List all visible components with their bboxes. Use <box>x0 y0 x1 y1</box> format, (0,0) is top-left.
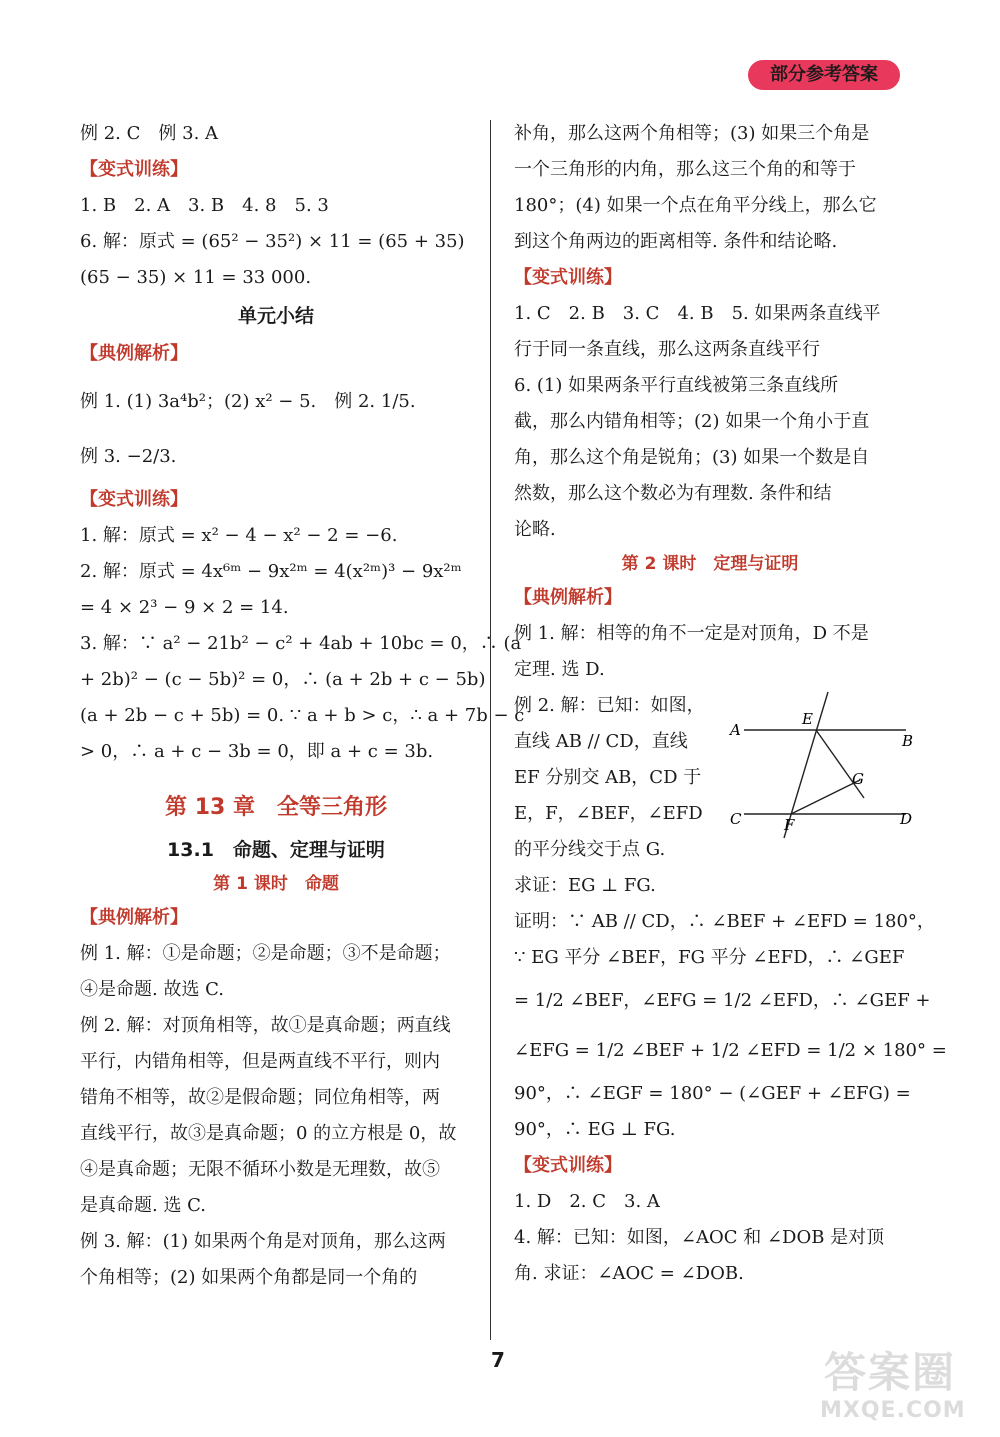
text-line: (65 − 35) × 11 = 33 000. <box>80 267 312 288</box>
text-line: 例 2. C 例 3. A <box>80 123 219 144</box>
text-line: 3. 解：∵ a² − 21b² − c² + 4ab + 10bc = 0，∴ (a <box>80 633 522 654</box>
text-line: 180°；(4) 如果一个点在角平分线上，那么它 <box>514 195 877 216</box>
figure-side-text <box>514 688 714 868</box>
text-line: 例 2. 解：对顶角相等，故①是真命题；两直线 <box>80 1015 451 1036</box>
text-line: 1. C 2. B 3. C 4. B 5. 如果两条直线平 <box>514 303 881 324</box>
text-line: > 0，∴ a + c − 3b = 0，即 a + c = 3b. <box>80 741 434 762</box>
label-d: D <box>900 810 913 828</box>
text-line: 例 1. 解：①是命题；②是命题；③不是命题； <box>80 943 451 964</box>
text-line: 例 2. 解：已知：如图， <box>514 695 705 716</box>
text-line: 到这个角两边的距离相等. 条件和结论略. <box>514 231 838 252</box>
text-line: 直线 AB // CD，直线 <box>514 731 688 752</box>
text-line: 90°，∴ ∠EGF = 180° − (∠GEF + ∠EFG) = <box>514 1083 911 1104</box>
text-line: ∠EFG = 1/2 ∠BEF + 1/2 ∠EFD = 1/2 × 180° = <box>514 1040 947 1061</box>
text-line: ④是真命题；无限不循环小数是无理数，故⑤ <box>80 1159 440 1180</box>
text-line: E，F，∠BEF，∠EFD <box>514 803 703 824</box>
text-line: 求证：EG ⊥ FG. <box>514 875 656 896</box>
chapter-heading: 第 13 章 全等三角形 <box>165 795 387 820</box>
label-g: G <box>852 770 864 788</box>
section-tag: 【变式训练】 <box>514 1155 622 1176</box>
lesson-heading: 第 1 课时 命题 <box>213 874 339 894</box>
text-line: 角，那么这个角是锐角；(3) 如果一个数是自 <box>514 447 870 468</box>
section-tag: 【典例解析】 <box>80 907 188 928</box>
watermark-text: 答案圈 <box>824 1348 957 1397</box>
section-tag: 【变式训练】 <box>80 489 188 510</box>
text-line: 然数，那么这个数必为有理数. 条件和结 <box>514 483 832 504</box>
label-c: C <box>730 810 742 828</box>
text-line: 6. (1) 如果两条平行直线被第三条直线所 <box>514 375 839 396</box>
text-line: EF 分别交 AB，CD 于 <box>514 767 702 788</box>
text-line: 定理. 选 D. <box>514 659 605 680</box>
watermark-url: MXQE.COM <box>820 1398 966 1423</box>
label-e: E <box>802 710 813 728</box>
text-line: 4. 解：已知：如图，∠AOC 和 ∠DOB 是对顶 <box>514 1227 885 1248</box>
text-line: 6. 解：原式 = (65² − 35²) × 11 = (65 + 35) <box>80 231 465 252</box>
right-column <box>514 116 947 1292</box>
text-line: 一个三角形的内角，那么这三个角的和等于 <box>514 159 856 180</box>
text-line: 例 3. −2/3. <box>80 446 177 467</box>
section-tag: 【变式训练】 <box>514 267 622 288</box>
text-line: 1. B 2. A 3. B 4. 8 5. 3 <box>80 195 329 216</box>
geometry-figure <box>726 688 916 858</box>
column-divider <box>490 120 491 1340</box>
text-line: + 2b)² − (c − 5b)² = 0，∴ (a + 2b + c − 5b) <box>80 669 486 690</box>
bisector-fg <box>791 780 860 814</box>
text-line: 的平分线交于点 G. <box>514 839 666 860</box>
text-line: 例 3. 解：(1) 如果两个角是对顶角，那么这两 <box>80 1231 446 1252</box>
lesson-heading: 第 2 课时 定理与证明 <box>621 554 799 574</box>
text-line: 例 1. (1) 3a⁴b²；(2) x² − 5. 例 2. 1/5. <box>80 391 416 412</box>
text-line: 平行，内错角相等，但是两直线不平行，则内 <box>80 1051 440 1072</box>
left-column <box>80 116 525 1296</box>
text-line: 个角相等；(2) 如果两个角都是同一个角的 <box>80 1267 418 1288</box>
label-a: A <box>730 721 741 739</box>
section-heading: 13.1 命题、定理与证明 <box>167 839 385 861</box>
text-line: 证明：∵ AB // CD，∴ ∠BEF + ∠EFD = 180°， <box>514 911 935 932</box>
text-line: 角. 求证：∠AOC = ∠DOB. <box>514 1263 744 1284</box>
text-line: 截，那么内错角相等；(2) 如果一个角小于直 <box>514 411 870 432</box>
text-line: 1. 解：原式 = x² − 4 − x² − 2 = −6. <box>80 525 398 546</box>
text-line: 90°，∴ EG ⊥ FG. <box>514 1119 676 1140</box>
text-line: 行于同一条直线，那么这两条直线平行 <box>514 339 820 360</box>
section-badge: 部分参考答案 <box>748 60 900 90</box>
page-number: 7 <box>491 1348 505 1372</box>
text-line: 1. D 2. C 3. A <box>514 1191 660 1212</box>
text-line: 错角不相等，故②是假命题；同位角相等，两 <box>80 1087 440 1108</box>
text-line: 是真命题. 选 C. <box>80 1195 207 1216</box>
section-tag: 【典例解析】 <box>514 587 622 608</box>
text-line: = 1/2 ∠BEF，∠EFG = 1/2 ∠EFD，∴ ∠GEF + <box>514 990 931 1011</box>
text-line: 例 1. 解：相等的角不一定是对顶角，D 不是 <box>514 623 869 644</box>
text-line: = 4 × 2³ − 9 × 2 = 14. <box>80 597 289 618</box>
text-line: 补角，那么这两个角相等；(3) 如果三个角是 <box>514 123 870 144</box>
text-line: ∵ EG 平分 ∠BEF，FG 平分 ∠EFD，∴ ∠GEF <box>514 947 905 968</box>
text-line: 直线平行，故③是真命题；0 的立方根是 0，故 <box>80 1123 457 1144</box>
label-f: F <box>784 816 795 834</box>
text-line: (a + 2b − c + 5b) = 0. ∵ a + b > c，∴ a + 7b − c <box>80 705 525 726</box>
section-tag: 【典例解析】 <box>80 343 188 364</box>
section-tag: 【变式训练】 <box>80 159 188 180</box>
unit-summary-heading: 单元小结 <box>237 305 314 327</box>
label-b: B <box>902 732 914 750</box>
text-line: 2. 解：原式 = 4x⁶ᵐ − 9x²ᵐ = 4(x²ᵐ)³ − 9x²ᵐ <box>80 561 462 582</box>
text-line: 论略. <box>514 519 556 540</box>
watermark-logo <box>812 1340 992 1430</box>
example-with-figure <box>514 688 914 868</box>
text-line: ④是命题. 故选 C. <box>80 979 225 1000</box>
